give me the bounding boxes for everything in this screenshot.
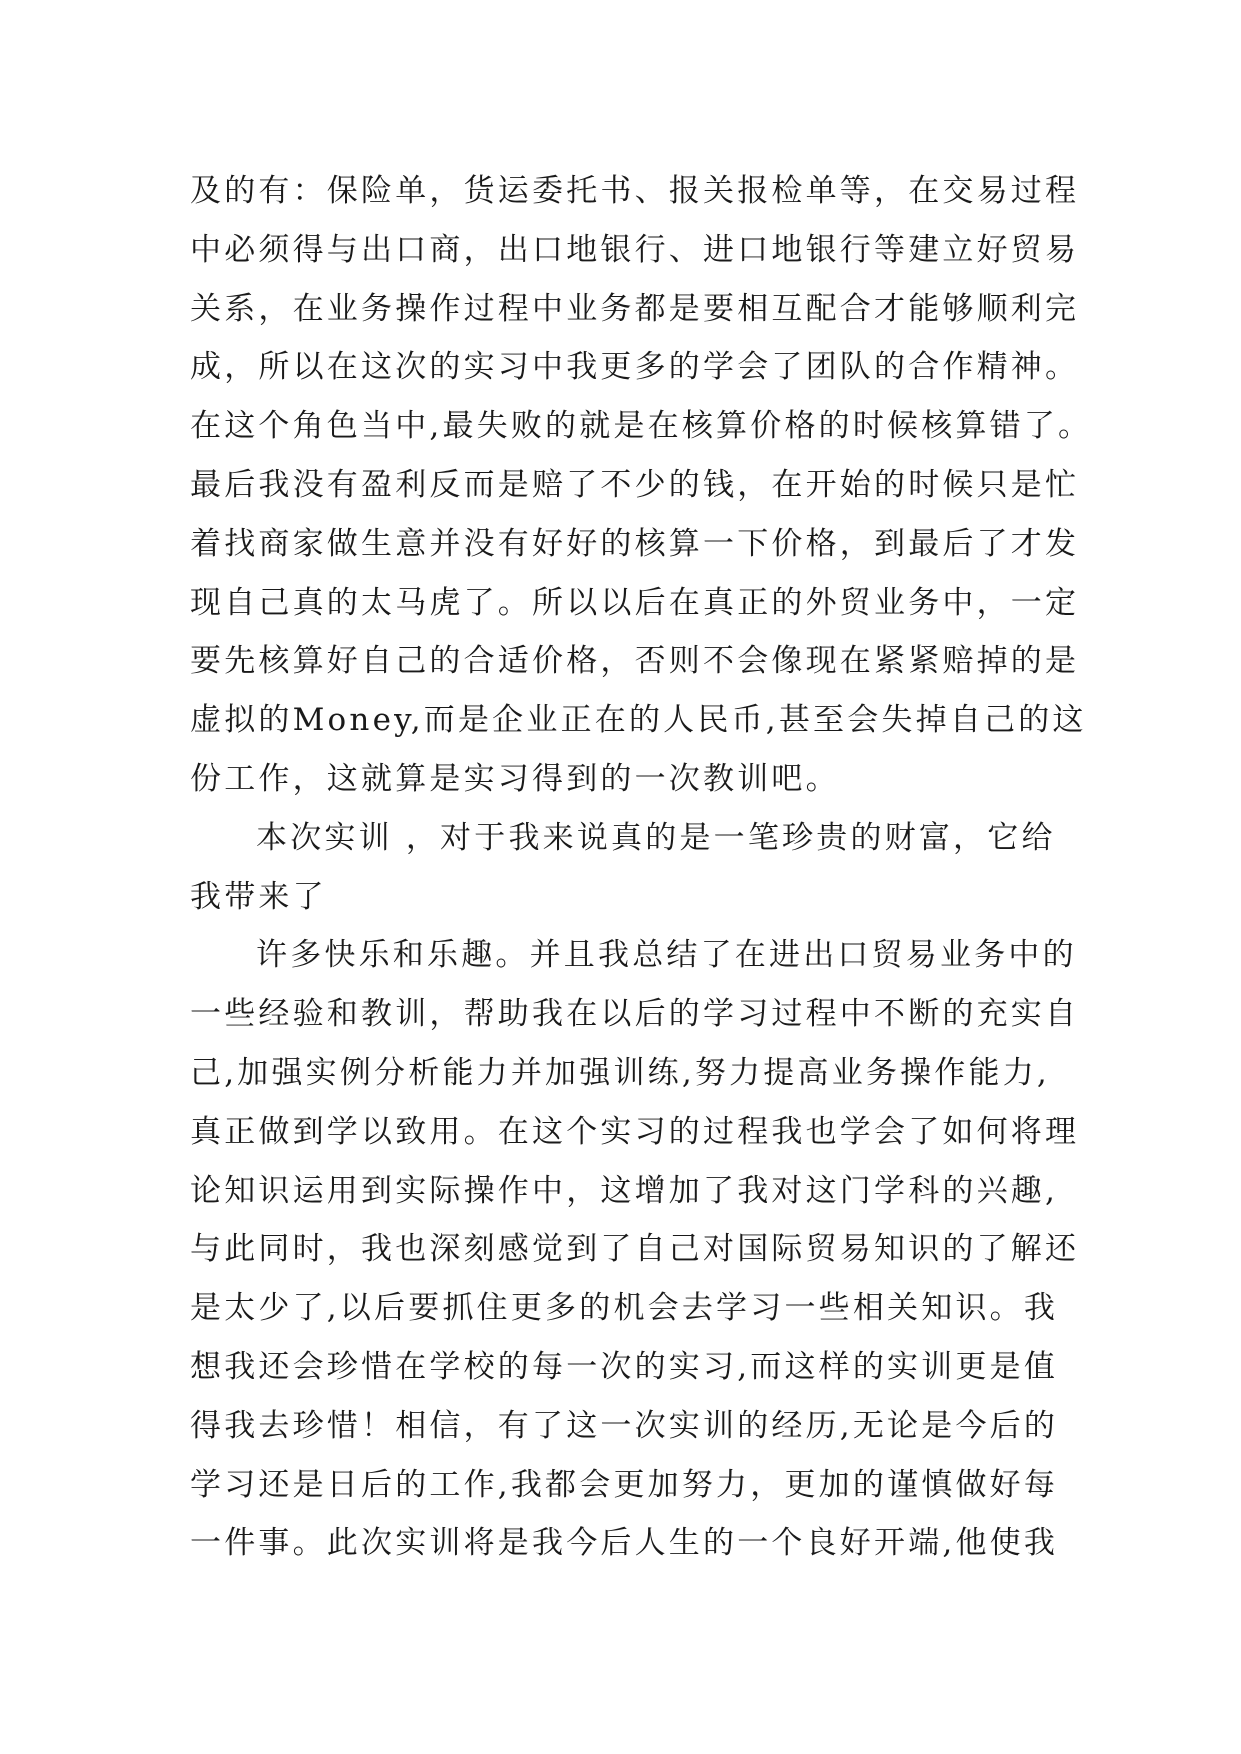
text-line: 要先核算好自己的合适价格，否则不会像现在紧紧赔掉的是 xyxy=(190,643,1080,680)
text-line: 我带来了 xyxy=(190,878,327,915)
text-line: 及的有：保险单，货运委托书、报关报检单等，在交易过程 xyxy=(190,173,1080,209)
text-line: 中必须得与出口商，出口地银行、进口地银行等建立好贸易 xyxy=(190,231,1080,268)
paragraph-first-line: 本次实训 ，对于我来说真的是一笔珍贵的财富，它给 xyxy=(256,819,1056,856)
text-line: 现自己真的太马虎了。所以以后在真正的外贸业务中，一定 xyxy=(190,584,1080,621)
text-line: 在这个角色当中,最失败的就是在核算价格的时候核算错了。 xyxy=(190,408,1093,445)
text-line: 真正做到学以致用。在这个实习的过程我也学会了如何将理 xyxy=(190,1113,1080,1150)
text-line: 虚拟的Money,而是企业正在的人民币,甚至会失掉自己的这 xyxy=(190,702,1087,739)
text-line: 一件事。此次实训将是我今后人生的一个良好开端,他使我 xyxy=(190,1525,1059,1562)
text-line: 是太少了,以后要抓住更多的机会去学习一些相关知识。我 xyxy=(190,1290,1059,1327)
text-line: 成，所以在这次的实习中我更多的学会了团队的合作精神。 xyxy=(190,349,1080,386)
text-line: 论知识运用到实际操作中，这增加了我对这门学科的兴趣, xyxy=(190,1172,1059,1209)
text-line: 与此同时，我也深刻感觉到了自己对国际贸易知识的了解还 xyxy=(190,1231,1080,1268)
paragraph-first-line: 许多快乐和乐趣。并且我总结了在进出口贸易业务中的 xyxy=(256,937,1077,974)
text-line: 关系，在业务操作过程中业务都是要相互配合才能够顺利完 xyxy=(190,290,1080,327)
text-line: 己,加强实例分析能力并加强训练,努力提高业务操作能力, xyxy=(190,1054,1050,1091)
text-line: 一些经验和教训，帮助我在以后的学习过程中不断的充实自 xyxy=(190,996,1080,1033)
document-page xyxy=(190,162,1093,1573)
text-line: 最后我没有盈利反而是赔了不少的钱，在开始的时候只是忙 xyxy=(190,466,1080,503)
text-line: 着找商家做生意并没有好好的核算一下价格，到最后了才发 xyxy=(190,525,1080,562)
text-line: 学习还是日后的工作,我都会更加努力，更加的谨慎做好每 xyxy=(190,1466,1059,1503)
text-line: 份工作，这就算是实习得到的一次教训吧。 xyxy=(190,760,840,797)
text-line: 想我还会珍惜在学校的每一次的实习,而这样的实训更是值 xyxy=(190,1348,1059,1385)
text-line: 得我去珍惜！相信，有了这一次实训的经历,无论是今后的 xyxy=(190,1407,1059,1444)
